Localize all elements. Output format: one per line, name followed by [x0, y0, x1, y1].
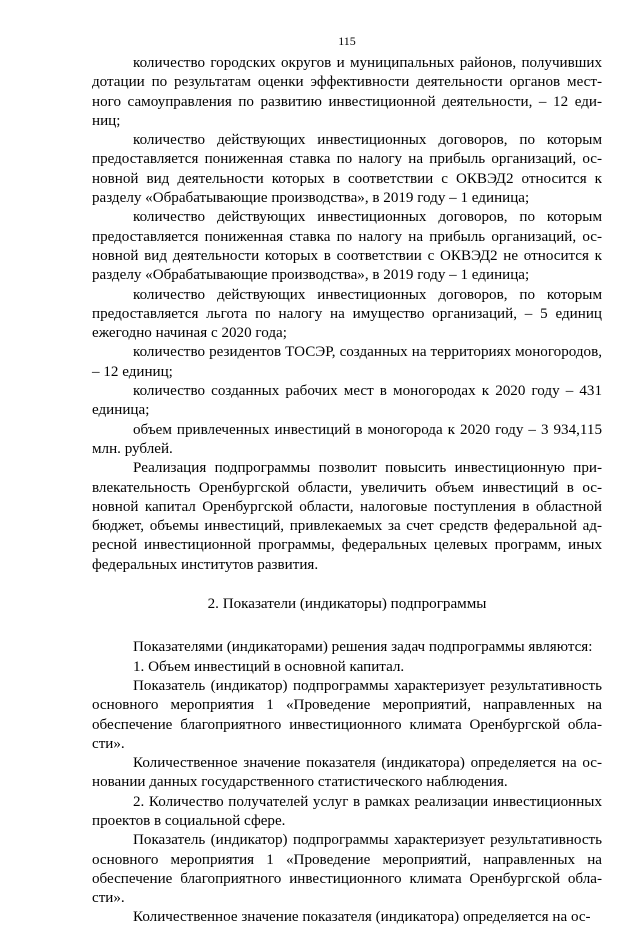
paragraph: 1. Объем инвестиций в основной капитал. [133, 658, 405, 675]
paragraph: количество действующих инвестиционных договоров, по которым предоставляется льгота по налогу на имущество организаций, – 5 единиц ежегодно начиная с 2020 года; [92, 286, 602, 342]
paragraph: количество созданных рабочих мест в моногородах к 2020 году – 431 единица; [92, 383, 602, 419]
paragraph: Реализация подпрограммы позволит повысить инвестиционную привлекательность Оренбургской области, увеличить объем инвестиций в основной капитал Оренбургской области, налоговые поступления в областной бюджет, объемы инвестиций, привлекаемых за счет средств федеральной адресной инвестиционной программы, федеральных целевых программ, иных федеральных институтов развития. [92, 460, 602, 573]
paragraph: Показатель (индикатор) подпрограммы характеризует результативность основного мероприятия 1 «Проведение мероприятий, направленных на обеспечение благоприятного инвестиционного климата Оренбургской области». [92, 832, 602, 907]
section-heading: 2. Показатели (индикаторы) подпрограммы [207, 596, 487, 613]
paragraph: количество городских округов и муниципальных районов, получивших дотации по результатам оценки эффективности деятельности органов местного самоуправления по развитию инвестиционной деятельности, – 12 единиц; [92, 55, 602, 129]
paragraph: 2. Количество получателей услуг в рамках реализации инвестиционных проектов в социальной сфере. [92, 793, 602, 829]
paragraph: количество действующих инвестиционных договоров, по которым предоставляется пониженная ставка по налогу на прибыль организаций, основной вид деятельности которых в соответствии с ОКВЭД2 относится к разделу «Обрабатывающие производства», в 2019 году – 1 единица; [92, 132, 602, 207]
paragraph: Показатель (индикатор) подпрограммы характеризует результативность основного мероприятия 1 «Проведение мероприятий, направленных на обеспечение благоприятного инвестиционного климата Оренбургской области». [92, 677, 602, 752]
paragraph: количество резидентов ТОСЭР, созданных на территориях моногородов, – 12 единиц; [92, 344, 602, 380]
paragraph: Количественное значение показателя (индикатора) определяется на основании данных государственного статистического наблюдения. [92, 755, 602, 791]
paragraph: объем привлеченных инвестиций в моногорода к 2020 году – 3 934,115 млн. рублей. [92, 421, 602, 457]
paragraph: Количественное значение показателя (индикатора) определяется на ос- [133, 909, 591, 926]
page-number: 115 [338, 34, 356, 48]
paragraph: Показателями (индикаторами) решения задач подпрограммы являются: [133, 639, 593, 656]
paragraph: количество действующих инвестиционных договоров, по которым предоставляется пониженная ставка по налогу на прибыль организаций, основной вид деятельности которых в соответствии с ОКВЭД2 не относится к разделу «Обрабатывающие производства», в 2019 году – 1 единица; [92, 209, 602, 284]
